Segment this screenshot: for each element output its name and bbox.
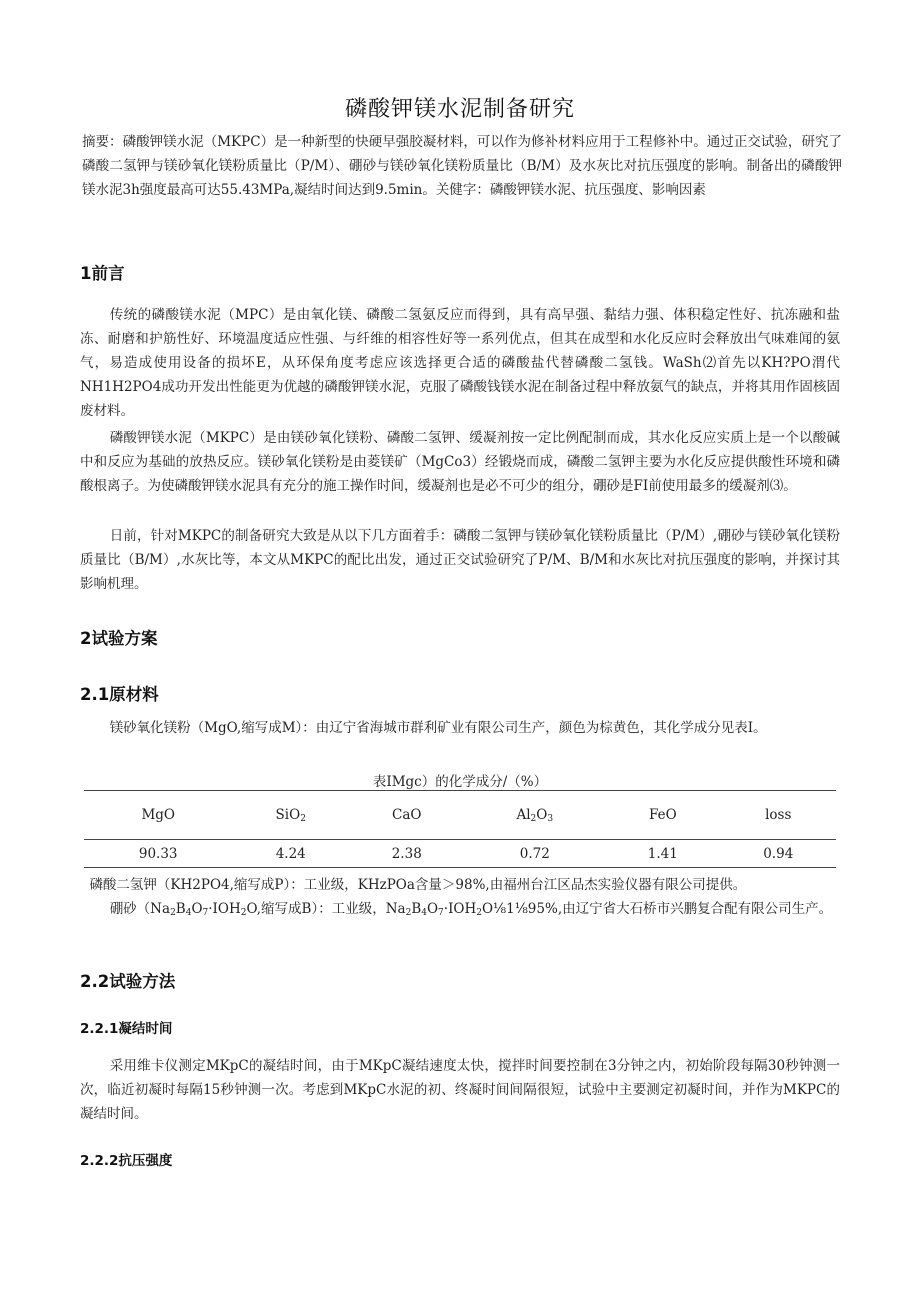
table-cell: 2.38 xyxy=(349,840,464,868)
section-heading-scheme: 2试验方案 xyxy=(80,629,158,648)
setting-time-paragraph: 采用维卡仪测定MKpC的凝结时间，由于MKpC凝结速度太快，搅拌时间要控制在3分钟之内，初始阶段每隔30秒钟测一次，临近初凝时每隔15秒钟测一次。考虑到MKpC水泥的初、终凝时间间隔很短，试验中主要测定初凝时间，并作为MKPC的凝结时间。 xyxy=(80,1058,840,1122)
abstract: 摘要：磷酸钾镁水泥（MKPC）是一种新型的快硬早强胶凝材料，可以作为修补材料应用于工程修补中。通过正交试验，研究了磷酸二氢钾与镁砂氧化镁粉质量比（P/M）、硼砂与镁砂氧化镁粉质量比（B/M）及水灰比对抗压强度的影响。制备出的磷酸钾镁水泥3h强度最高可达55.43MPa,凝结时间达到9.5min。关健字：磷酸钾镁水泥、抗压强度、影响因素 xyxy=(82,134,842,198)
table-header-cell: MgO xyxy=(84,791,232,840)
subsection-heading-setting-time: 2.2.1凝结时间 xyxy=(80,1021,173,1037)
table-header-cell: SiO$_2$ xyxy=(232,791,349,840)
table-header-cell: loss xyxy=(721,791,836,840)
table-cell: 90.33 xyxy=(84,840,232,868)
materials-paragraph-1: 镁砂氧化镁粉（MgO,缩写成M）：由辽宁省海城市群利矿业有限公司生产，颜色为棕黄色，其化学成分见表I。 xyxy=(109,720,767,736)
section-heading-introduction: 1前言 xyxy=(80,264,125,283)
section-heading-materials: 2.1原材料 xyxy=(80,685,159,704)
table-cell: 1.41 xyxy=(605,840,720,868)
materials-paragraph-3: 硼砂（$Na_2B_4O_7\cdot IOH_2O$,缩写成B）：工业级，$Na_2B_4O_7\cdot IOH_2O\frac{1}{8}1\frac{1}{8}95\%$,由辽宁省大石桥市兴鹏复合配有限公司生产。 xyxy=(109,901,833,918)
table-caption: 表IMgc）的化学成分/（%） xyxy=(372,774,548,790)
paper-title: 磷酸钾镁水泥制备研究 xyxy=(344,97,575,122)
intro-paragraph-2: 磷酸钾镁水泥（MKPC）是由镁砂氧化镁粉、磷酸二氢钾、缓凝剂按一定比例配制而成，其水化反应实质上是一个以酸碱中和反应为基础的放热反应。镁砂氧化镁粉是由菱镁矿（MgCo3）经锻烧而成，磷酸二氢钾主要为水化反应提供酸性环境和磷酸根离子。为使磷酸钾镁水泥具有充分的施工操作时间，缓凝剂也是必不可少的组分，硼砂是FI前使用最多的缓凝剂⑶。 xyxy=(80,430,840,494)
table-header-cell: $Al_2O_3$ xyxy=(464,791,605,840)
table-cell: 4.24 xyxy=(232,840,349,868)
table-header-cell: CaO xyxy=(349,791,464,840)
table-header-cell: FeO xyxy=(605,791,720,840)
subsection-heading-compressive-strength: 2.2.2抗压强度 xyxy=(80,1153,173,1169)
chemical-composition-table xyxy=(84,790,836,868)
table-cell: 0.94 xyxy=(721,840,836,868)
table-cell: 0.72 xyxy=(464,840,605,868)
table-header-row xyxy=(84,791,836,840)
materials-paragraph-2: 磷酸二氢钾（KH2PO4,缩写成P）：工业级，KHzPOa含量＞98%,由福州台江区品杰实验仪器有限公司提供。 xyxy=(89,877,747,893)
table-row xyxy=(84,840,836,868)
intro-paragraph-1: 传统的磷酸镁水泥（MPC）是由氧化镁、磷酸二氢氨反应而得到，具有高早强、黏结力强、体积稳定性好、抗冻融和盐冻、耐磨和护筋性好、环境温度适应性强、与纤维的相容性好等一系列优点，但其在成型和水化反应时会释放出气味难闻的氨气，易造成使用设备的损坏E，从环保角度考虑应该选择更合适的磷酸盐代替磷酸二氢钱。WaSh⑵首先以KH?PO渭代NH1H2PO4成功开发出性能更为优越的磷酸钾镁水泥，克服了磷酸钱镁水泥在制备过程中释放氨气的缺点，并将其用作固核固废材料。 xyxy=(80,307,840,419)
intro-paragraph-3: 日前，针对MKPC的制备研究大致是从以下几方面着手：磷酸二氢钾与镁砂氧化镁粉质量比（P/M）,硼砂与镁砂氧化镁粉质量比（B/M）,水灰比等，本文从MKPC的配比出发，通过正交试验研究了P/M、B/M和水灰比对抗压强度的影响，并探讨其影响机理。 xyxy=(80,528,840,592)
section-heading-methods: 2.2试验方法 xyxy=(80,972,176,991)
